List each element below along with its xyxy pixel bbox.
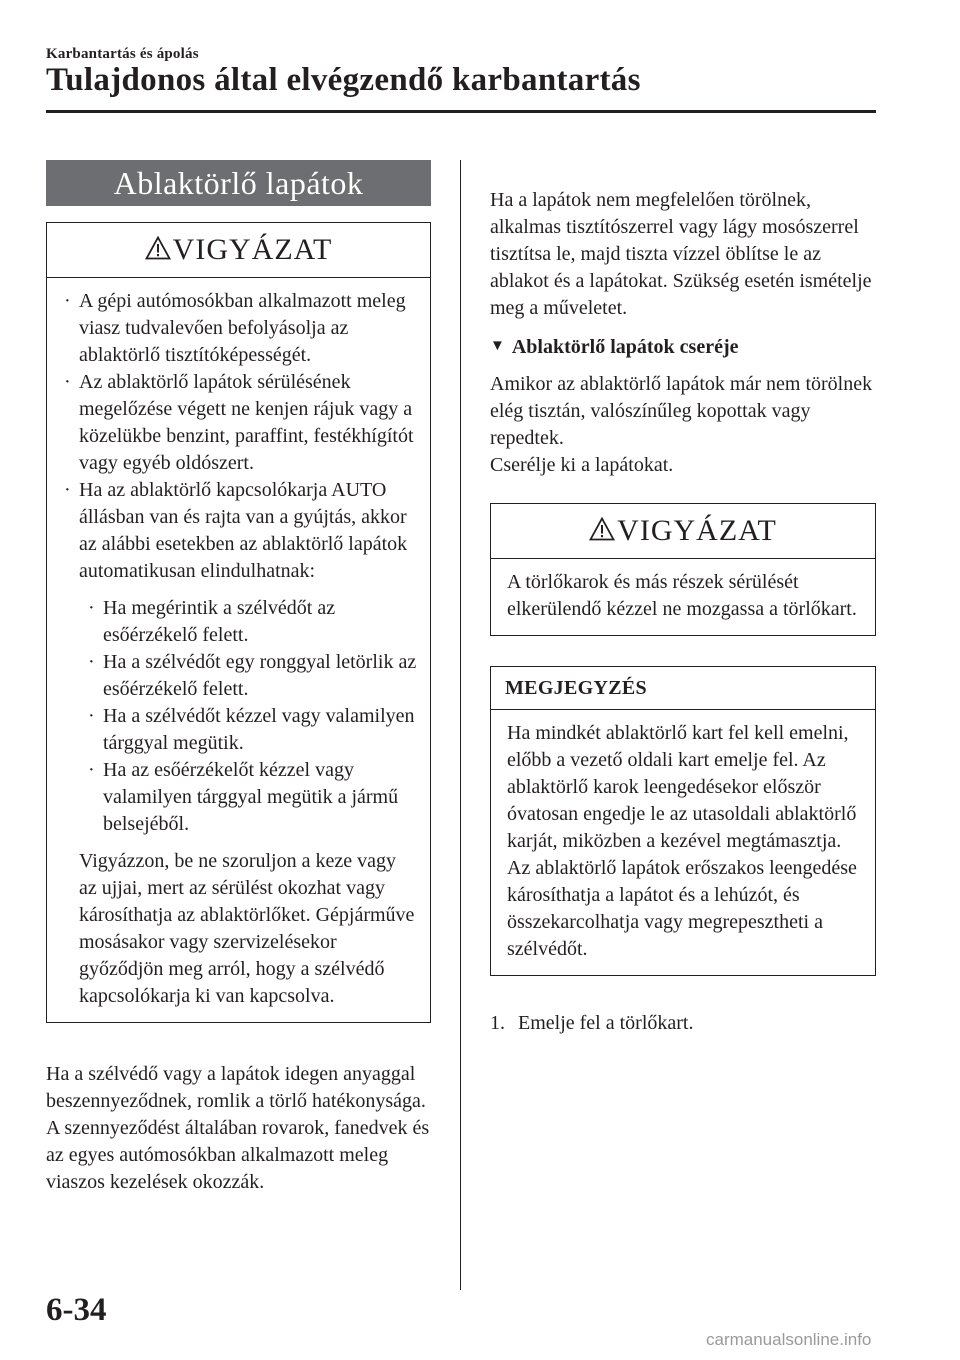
warning-label: VIGYÁZAT — [617, 514, 777, 547]
warning-closing-text: Vigyázzon, be ne szoruljon a keze vagy az ujjai, mert az sérülést okozhat vagy károsíthatja az ablaktörlőket. Gépjárműve mosásakor vagy szervizelésekor győződjön meg arról, hogy a szélvédő kapcsolókarja ki van kapcsolva. — [79, 850, 415, 1007]
warning-bullet: · Az ablaktörlő lapátok sérülésének megelőzése végett ne kenjen rájuk vagy a közelükbe benzint, paraffint, festékhígítót vagy egyéb oldószert. — [63, 369, 418, 477]
note-box — [490, 666, 876, 976]
warning-triangle-icon — [589, 517, 615, 541]
chapter-label: Karbantartás és ápolás — [46, 46, 199, 62]
title-rule — [46, 110, 876, 113]
left-column — [46, 160, 431, 1196]
page-title: Tulajdonos által elvégzendő karbantartás — [46, 62, 641, 98]
warning-sub-bullet: · Ha megérintik a szélvédőt az esőérzékelő felett. — [87, 595, 418, 649]
column-divider — [460, 160, 461, 1290]
warning-bullet: · A gépi autómosókban alkalmazott meleg viasz tudvalevően befolyásolja az ablaktörlő tisztítóképességét. — [63, 288, 418, 369]
note-label: MEGJEGYZÉS — [491, 667, 875, 710]
subsection-heading — [490, 336, 876, 359]
step-number: 1. — [490, 1012, 505, 1034]
warning-header — [491, 504, 875, 559]
body-paragraph: Ha a szélvédő vagy a lapátok idegen anyaggal beszennyeződnek, romlik a törlő hatékonysága. A szennyeződést általában rovarok, fanedvek és az egyes autómosókban alkalmazott meleg viaszos kezelések okozzák. — [46, 1063, 430, 1193]
warning-sub-bullet: · Ha az esőérzékelőt kézzel vagy valamilyen tárggyal megütik a jármű belsejéből. — [87, 757, 418, 838]
warning-sub-bullet: · Ha a szélvédőt egy ronggyal letörlik az esőérzékelő felett. — [87, 649, 418, 703]
warning-body — [47, 278, 430, 1022]
warning-box — [490, 503, 876, 636]
paragraph-line: Amikor az ablaktörlő lapátok már nem törölnek elég tisztán, valószínűleg kopottak vagy repedtek. — [490, 373, 873, 449]
warning-body: A törlőkarok és más részek sérülését elkerülendő kézzel ne mozgassa a törlőkart. — [507, 571, 857, 620]
page-number: 6-34 — [46, 1292, 107, 1328]
triangle-down-icon: ▼ — [490, 338, 505, 354]
note-body: Ha mindkét ablaktörlő kart fel kell emelni, előbb a vezető oldali kart emelje fel. Az ablaktörlő karok leengedésekor először óvatosan engedje le az utasoldali ablaktörlő karját, miközben a kezével megtámasztja. Az ablaktörlő lapátok erőszakos leengedése károsíthatja a lapátot és a lehúzót, és összekarcolhatja vagy megrepesztheti a szélvédőt. — [507, 722, 857, 960]
warning-triangle-icon — [145, 236, 171, 260]
warning-sub-list — [87, 595, 418, 838]
warning-header — [47, 223, 430, 278]
paragraph-line: Cserélje ki a lapátokat. — [490, 454, 674, 476]
section-title: Ablaktörlő lapátok — [46, 160, 431, 206]
body-paragraph: Ha a lapátok nem megfelelően törölnek, alkalmas tisztítószerrel vagy lágy mosószerrel tisztítsa le, majd tiszta vízzel öblítse le az ablakot és a lapátokat. Szükség esetén ismételje meg a műveletet. — [490, 189, 872, 319]
right-column — [490, 160, 876, 1037]
watermark: carmanualsonline.info — [706, 1330, 872, 1349]
body-paragraph — [490, 371, 876, 479]
warning-box — [46, 222, 431, 1023]
subsection-title: Ablaktörlő lapátok cseréje — [511, 336, 739, 358]
step-text: Emelje fel a törlőkart. — [518, 1012, 694, 1034]
warning-sub-bullet: · Ha a szélvédőt kézzel vagy valamilyen tárggyal megütik. — [87, 703, 418, 757]
warning-label: VIGYÁZAT — [172, 233, 333, 266]
step-item — [490, 1010, 876, 1037]
warning-bullet: · Ha az ablaktörlő kapcsolókarja AUTO állásban van és rajta van a gyújtás, akkor az alábbi esetekben az ablaktörlő lapátok automatikusan elindulhatnak: — [63, 477, 418, 585]
